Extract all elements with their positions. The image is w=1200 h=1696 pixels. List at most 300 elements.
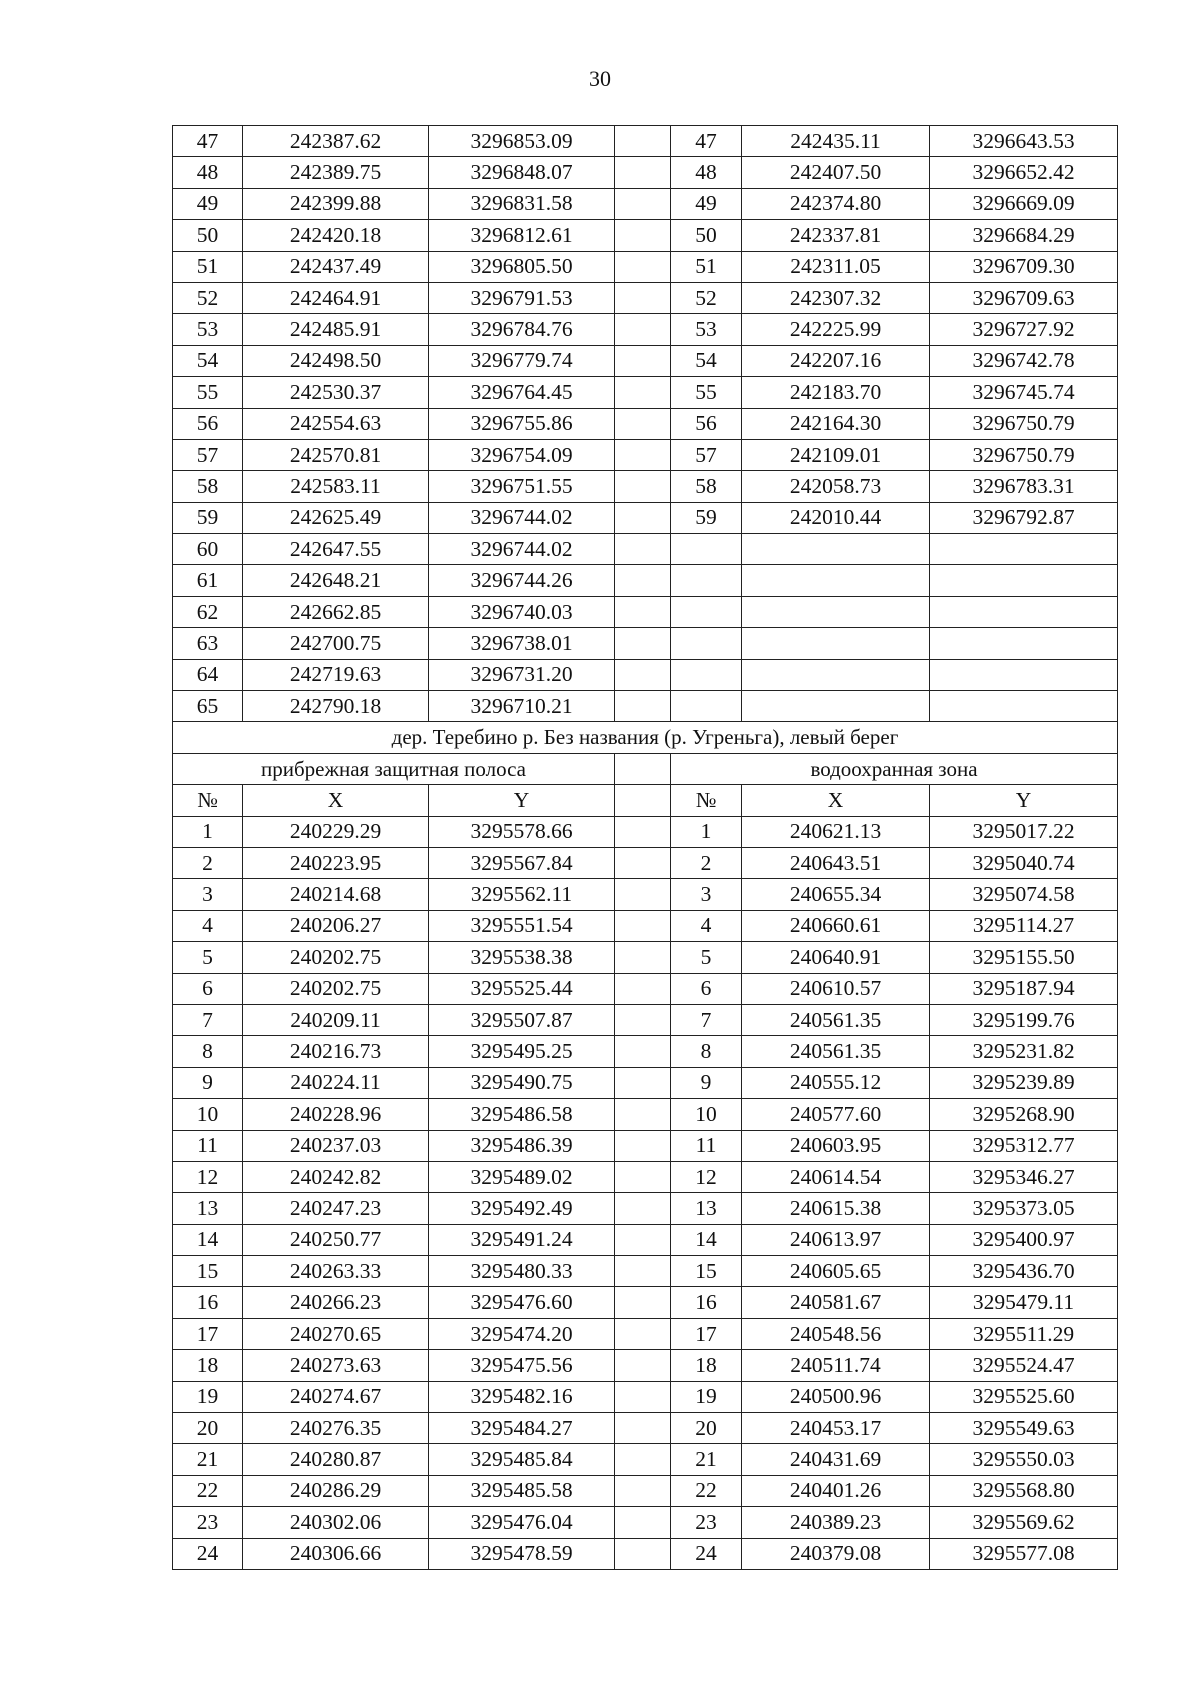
right-num-cell: 57 <box>671 439 742 470</box>
right-x-cell: 240613.97 <box>742 1224 930 1255</box>
right-num-cell: 56 <box>671 408 742 439</box>
left-x-cell: 240202.75 <box>243 973 429 1004</box>
right-x-cell: 240511.74 <box>742 1350 930 1381</box>
table-row <box>173 314 1118 345</box>
right-x-cell: 242307.32 <box>742 282 930 313</box>
left-y-cell: 3296755.86 <box>429 408 615 439</box>
right-x-cell: 242311.05 <box>742 251 930 282</box>
left-num-cell: 65 <box>173 691 243 722</box>
left-x-cell: 242420.18 <box>243 220 429 251</box>
right-num-cell: 15 <box>671 1256 742 1287</box>
gap-cell <box>615 565 671 596</box>
right-y-cell: 3296643.53 <box>930 126 1118 157</box>
left-y-cell: 3296853.09 <box>429 126 615 157</box>
left-num-cell: 63 <box>173 628 243 659</box>
left-x-cell: 240302.06 <box>243 1507 429 1538</box>
table-row <box>173 534 1118 565</box>
left-x-cell: 242437.49 <box>243 251 429 282</box>
right-x-cell: 242435.11 <box>742 126 930 157</box>
left-x-cell: 240280.87 <box>243 1444 429 1475</box>
right-num-cell: 55 <box>671 377 742 408</box>
table-row <box>173 1067 1118 1098</box>
right-y-cell: 3296783.31 <box>930 471 1118 502</box>
table-row <box>173 816 1118 847</box>
left-num-cell: 48 <box>173 157 243 188</box>
left-num-cell: 15 <box>173 1256 243 1287</box>
gap-cell <box>615 282 671 313</box>
gap-cell <box>615 471 671 502</box>
left-x-cell: 242700.75 <box>243 628 429 659</box>
right-x-cell: 240561.35 <box>742 1004 930 1035</box>
gap-cell <box>615 847 671 878</box>
left-x-cell: 240228.96 <box>243 1099 429 1130</box>
right-y-cell: 3295569.62 <box>930 1507 1118 1538</box>
right-x-cell <box>742 659 930 690</box>
gap-cell <box>615 659 671 690</box>
left-x-cell: 242485.91 <box>243 314 429 345</box>
right-y-cell: 3295268.90 <box>930 1099 1118 1130</box>
left-x-cell: 240229.29 <box>243 816 429 847</box>
left-x-cell: 240250.77 <box>243 1224 429 1255</box>
left-x-cell: 242790.18 <box>243 691 429 722</box>
right-x-cell: 242164.30 <box>742 408 930 439</box>
left-y-cell: 3295480.33 <box>429 1256 615 1287</box>
right-y-cell: 3295312.77 <box>930 1130 1118 1161</box>
left-x-cell: 242662.85 <box>243 596 429 627</box>
gap-cell <box>615 314 671 345</box>
left-x-cell: 242647.55 <box>243 534 429 565</box>
table-row <box>173 942 1118 973</box>
table-row <box>173 188 1118 219</box>
section-names-row <box>173 753 1118 784</box>
left-num-cell: 60 <box>173 534 243 565</box>
caption-row <box>173 722 1118 753</box>
right-num-cell: 7 <box>671 1004 742 1035</box>
left-x-cell: 240214.68 <box>243 879 429 910</box>
right-num-cell: 24 <box>671 1538 742 1569</box>
gap-cell <box>615 1413 671 1444</box>
gap-cell <box>615 1475 671 1506</box>
left-num-cell: 55 <box>173 377 243 408</box>
left-num-cell: 62 <box>173 596 243 627</box>
table-row <box>173 1287 1118 1318</box>
right-y-cell: 3296727.92 <box>930 314 1118 345</box>
right-y-cell: 3295074.58 <box>930 879 1118 910</box>
left-num-cell: 51 <box>173 251 243 282</box>
right-num-cell: 47 <box>671 126 742 157</box>
left-num-cell: 20 <box>173 1413 243 1444</box>
table-row <box>173 1004 1118 1035</box>
gap-cell <box>615 345 671 376</box>
left-num-cell: 21 <box>173 1444 243 1475</box>
right-x-cell: 240603.95 <box>742 1130 930 1161</box>
left-x-cell: 242498.50 <box>243 345 429 376</box>
gap-cell <box>615 1004 671 1035</box>
left-y-cell: 3296744.26 <box>429 565 615 596</box>
gap-cell <box>615 1161 671 1192</box>
coordinates-table <box>172 125 1118 1570</box>
table-row <box>173 1538 1118 1569</box>
left-x-cell: 242570.81 <box>243 439 429 470</box>
right-y-cell: 3296750.79 <box>930 439 1118 470</box>
gap-cell <box>615 1381 671 1412</box>
left-y-cell: 3295562.11 <box>429 879 615 910</box>
table-row <box>173 1318 1118 1349</box>
table-row <box>173 502 1118 533</box>
left-y-cell: 3295484.27 <box>429 1413 615 1444</box>
gap-cell <box>615 1256 671 1287</box>
right-x-cell <box>742 596 930 627</box>
right-y-cell <box>930 659 1118 690</box>
gap-cell <box>615 126 671 157</box>
left-x-cell: 240263.33 <box>243 1256 429 1287</box>
right-y-cell: 3295511.29 <box>930 1318 1118 1349</box>
left-y-cell: 3295489.02 <box>429 1161 615 1192</box>
gap-cell <box>615 628 671 659</box>
left-x-cell: 242387.62 <box>243 126 429 157</box>
table-row <box>173 1036 1118 1067</box>
right-y-cell: 3295040.74 <box>930 847 1118 878</box>
left-y-cell: 3295551.54 <box>429 910 615 941</box>
left-y-cell: 3295482.16 <box>429 1381 615 1412</box>
table-row <box>173 157 1118 188</box>
left-y-cell: 3296831.58 <box>429 188 615 219</box>
header-num-left: № <box>173 785 243 816</box>
left-y-cell: 3295495.25 <box>429 1036 615 1067</box>
gap-cell <box>615 377 671 408</box>
right-num-cell: 49 <box>671 188 742 219</box>
left-x-cell: 240274.67 <box>243 1381 429 1412</box>
right-x-cell: 240431.69 <box>742 1444 930 1475</box>
left-num-cell: 18 <box>173 1350 243 1381</box>
left-x-cell: 240276.35 <box>243 1413 429 1444</box>
right-y-cell <box>930 565 1118 596</box>
left-y-cell: 3295474.20 <box>429 1318 615 1349</box>
table-row <box>173 973 1118 1004</box>
right-y-cell: 3295373.05 <box>930 1193 1118 1224</box>
left-y-cell: 3296754.09 <box>429 439 615 470</box>
table-row <box>173 1350 1118 1381</box>
right-num-cell: 12 <box>671 1161 742 1192</box>
left-num-cell: 7 <box>173 1004 243 1035</box>
left-num-cell: 47 <box>173 126 243 157</box>
table-row <box>173 1161 1118 1192</box>
table-row <box>173 1475 1118 1506</box>
gap-cell <box>615 1350 671 1381</box>
gap-cell <box>615 973 671 1004</box>
right-x-cell <box>742 534 930 565</box>
left-x-cell: 240270.65 <box>243 1318 429 1349</box>
right-x-cell: 242207.16 <box>742 345 930 376</box>
left-num-cell: 9 <box>173 1067 243 1098</box>
left-num-cell: 49 <box>173 188 243 219</box>
table-caption: дер. Теребино р. Без названия (р. Угреньга), левый берег <box>173 722 1118 753</box>
right-x-cell: 240500.96 <box>742 1381 930 1412</box>
left-y-cell: 3295476.60 <box>429 1287 615 1318</box>
right-num-cell: 53 <box>671 314 742 345</box>
right-x-cell: 240581.67 <box>742 1287 930 1318</box>
right-num-cell: 48 <box>671 157 742 188</box>
table-row <box>173 910 1118 941</box>
left-y-cell: 3296740.03 <box>429 596 615 627</box>
right-y-cell: 3295231.82 <box>930 1036 1118 1067</box>
gap-cell <box>615 1444 671 1475</box>
left-y-cell: 3295492.49 <box>429 1193 615 1224</box>
right-x-cell: 240389.23 <box>742 1507 930 1538</box>
right-num-cell: 5 <box>671 942 742 973</box>
left-y-cell: 3295486.39 <box>429 1130 615 1161</box>
right-num-cell: 18 <box>671 1350 742 1381</box>
right-section-title: водоохранная зона <box>671 753 1118 784</box>
gap-cell <box>615 1287 671 1318</box>
table-row <box>173 1224 1118 1255</box>
left-y-cell: 3295507.87 <box>429 1004 615 1035</box>
left-y-cell: 3295491.24 <box>429 1224 615 1255</box>
right-x-cell: 242225.99 <box>742 314 930 345</box>
left-y-cell: 3296848.07 <box>429 157 615 188</box>
gap-cell <box>615 1318 671 1349</box>
left-x-cell: 242583.11 <box>243 471 429 502</box>
right-y-cell: 3296669.09 <box>930 188 1118 219</box>
right-x-cell: 240640.91 <box>742 942 930 973</box>
right-num-cell: 2 <box>671 847 742 878</box>
table-row <box>173 1413 1118 1444</box>
right-x-cell: 240610.57 <box>742 973 930 1004</box>
left-x-cell: 240224.11 <box>243 1067 429 1098</box>
left-num-cell: 56 <box>173 408 243 439</box>
right-num-cell: 54 <box>671 345 742 376</box>
left-section-title: прибрежная защитная полоса <box>173 753 615 784</box>
right-x-cell: 240548.56 <box>742 1318 930 1349</box>
left-num-cell: 3 <box>173 879 243 910</box>
right-num-cell: 59 <box>671 502 742 533</box>
right-x-cell: 242374.80 <box>742 188 930 219</box>
left-y-cell: 3296764.45 <box>429 377 615 408</box>
right-x-cell: 240605.65 <box>742 1256 930 1287</box>
gap-cell <box>615 188 671 219</box>
table-row <box>173 408 1118 439</box>
left-num-cell: 17 <box>173 1318 243 1349</box>
table-row <box>173 251 1118 282</box>
gap-cell <box>615 502 671 533</box>
left-y-cell: 3296784.76 <box>429 314 615 345</box>
gap-cell <box>615 1507 671 1538</box>
right-num-cell: 9 <box>671 1067 742 1098</box>
left-num-cell: 2 <box>173 847 243 878</box>
right-x-cell: 240453.17 <box>742 1413 930 1444</box>
right-x-cell: 240555.12 <box>742 1067 930 1098</box>
left-y-cell: 3295485.84 <box>429 1444 615 1475</box>
right-num-cell: 17 <box>671 1318 742 1349</box>
left-y-cell: 3295538.38 <box>429 942 615 973</box>
right-x-cell: 240643.51 <box>742 847 930 878</box>
right-y-cell: 3295550.03 <box>930 1444 1118 1475</box>
right-num-cell: 52 <box>671 282 742 313</box>
right-y-cell: 3295525.60 <box>930 1381 1118 1412</box>
right-x-cell: 240577.60 <box>742 1099 930 1130</box>
left-x-cell: 240216.73 <box>243 1036 429 1067</box>
right-y-cell: 3295549.63 <box>930 1413 1118 1444</box>
right-x-cell <box>742 691 930 722</box>
left-y-cell: 3295475.56 <box>429 1350 615 1381</box>
left-y-cell: 3296812.61 <box>429 220 615 251</box>
table-row <box>173 1130 1118 1161</box>
right-y-cell <box>930 691 1118 722</box>
right-x-cell: 242407.50 <box>742 157 930 188</box>
right-y-cell <box>930 534 1118 565</box>
left-num-cell: 19 <box>173 1381 243 1412</box>
left-x-cell: 242719.63 <box>243 659 429 690</box>
gap-cell <box>615 596 671 627</box>
left-x-cell: 242389.75 <box>243 157 429 188</box>
right-y-cell: 3295199.76 <box>930 1004 1118 1035</box>
left-num-cell: 13 <box>173 1193 243 1224</box>
left-x-cell: 240247.23 <box>243 1193 429 1224</box>
gap-cell <box>615 816 671 847</box>
table-row <box>173 220 1118 251</box>
header-x-right: X <box>742 785 930 816</box>
right-x-cell: 242183.70 <box>742 377 930 408</box>
right-num-cell: 21 <box>671 1444 742 1475</box>
right-y-cell: 3295524.47 <box>930 1350 1118 1381</box>
left-num-cell: 10 <box>173 1099 243 1130</box>
left-x-cell: 242530.37 <box>243 377 429 408</box>
right-x-cell: 242058.73 <box>742 471 930 502</box>
left-num-cell: 6 <box>173 973 243 1004</box>
left-num-cell: 58 <box>173 471 243 502</box>
left-num-cell: 11 <box>173 1130 243 1161</box>
gap-cell <box>615 910 671 941</box>
left-y-cell: 3296738.01 <box>429 628 615 659</box>
left-y-cell: 3296791.53 <box>429 282 615 313</box>
table-row <box>173 1381 1118 1412</box>
left-x-cell: 240286.29 <box>243 1475 429 1506</box>
right-num-cell: 6 <box>671 973 742 1004</box>
right-y-cell: 3295187.94 <box>930 973 1118 1004</box>
left-num-cell: 52 <box>173 282 243 313</box>
section-header <box>173 722 1118 816</box>
left-num-cell: 12 <box>173 1161 243 1192</box>
right-num-cell: 8 <box>671 1036 742 1067</box>
right-num-cell: 58 <box>671 471 742 502</box>
header-y-right: Y <box>930 785 1118 816</box>
table-row <box>173 565 1118 596</box>
right-num-cell: 13 <box>671 1193 742 1224</box>
right-x-cell: 242010.44 <box>742 502 930 533</box>
gap-cell <box>615 753 671 784</box>
left-num-cell: 23 <box>173 1507 243 1538</box>
left-num-cell: 1 <box>173 816 243 847</box>
left-num-cell: 57 <box>173 439 243 470</box>
right-num-cell: 1 <box>671 816 742 847</box>
right-y-cell: 3295568.80 <box>930 1475 1118 1506</box>
header-num-right: № <box>671 785 742 816</box>
left-y-cell: 3296751.55 <box>429 471 615 502</box>
gap-cell <box>615 534 671 565</box>
right-x-cell: 240621.13 <box>742 816 930 847</box>
right-num-cell <box>671 628 742 659</box>
table-row <box>173 1444 1118 1475</box>
table-row <box>173 377 1118 408</box>
right-num-cell: 11 <box>671 1130 742 1161</box>
left-x-cell: 240202.75 <box>243 942 429 973</box>
left-num-cell: 5 <box>173 942 243 973</box>
gap-cell <box>615 1067 671 1098</box>
table-row <box>173 1507 1118 1538</box>
left-num-cell: 54 <box>173 345 243 376</box>
gap-cell <box>615 1538 671 1569</box>
table-row <box>173 1099 1118 1130</box>
block2-rows <box>173 816 1118 1569</box>
left-x-cell: 240273.63 <box>243 1350 429 1381</box>
left-y-cell: 3295486.58 <box>429 1099 615 1130</box>
left-x-cell: 242554.63 <box>243 408 429 439</box>
table-row <box>173 126 1118 157</box>
gap-cell <box>615 879 671 910</box>
right-x-cell: 242109.01 <box>742 439 930 470</box>
left-num-cell: 50 <box>173 220 243 251</box>
right-y-cell: 3295239.89 <box>930 1067 1118 1098</box>
right-y-cell: 3296745.74 <box>930 377 1118 408</box>
left-num-cell: 22 <box>173 1475 243 1506</box>
right-num-cell <box>671 659 742 690</box>
left-x-cell: 240266.23 <box>243 1287 429 1318</box>
table-row <box>173 345 1118 376</box>
left-num-cell: 4 <box>173 910 243 941</box>
left-y-cell: 3295525.44 <box>429 973 615 1004</box>
left-x-cell: 240242.82 <box>243 1161 429 1192</box>
right-num-cell: 3 <box>671 879 742 910</box>
table-row <box>173 628 1118 659</box>
left-y-cell: 3296744.02 <box>429 534 615 565</box>
left-x-cell: 240223.95 <box>243 847 429 878</box>
left-num-cell: 16 <box>173 1287 243 1318</box>
column-header-row <box>173 785 1118 816</box>
table-row <box>173 1193 1118 1224</box>
left-y-cell: 3295485.58 <box>429 1475 615 1506</box>
table-row <box>173 596 1118 627</box>
right-num-cell: 22 <box>671 1475 742 1506</box>
right-y-cell <box>930 596 1118 627</box>
left-num-cell: 8 <box>173 1036 243 1067</box>
right-num-cell: 51 <box>671 251 742 282</box>
left-x-cell: 240209.11 <box>243 1004 429 1035</box>
right-y-cell: 3295114.27 <box>930 910 1118 941</box>
left-y-cell: 3296779.74 <box>429 345 615 376</box>
left-x-cell: 242625.49 <box>243 502 429 533</box>
right-x-cell: 240614.54 <box>742 1161 930 1192</box>
left-num-cell: 64 <box>173 659 243 690</box>
right-y-cell: 3295577.08 <box>930 1538 1118 1569</box>
left-x-cell: 240306.66 <box>243 1538 429 1569</box>
left-y-cell: 3295476.04 <box>429 1507 615 1538</box>
right-x-cell: 240615.38 <box>742 1193 930 1224</box>
table-row <box>173 659 1118 690</box>
right-num-cell: 19 <box>671 1381 742 1412</box>
left-num-cell: 14 <box>173 1224 243 1255</box>
left-y-cell: 3295578.66 <box>429 816 615 847</box>
left-y-cell: 3296710.21 <box>429 691 615 722</box>
right-x-cell: 240561.35 <box>742 1036 930 1067</box>
left-y-cell: 3295490.75 <box>429 1067 615 1098</box>
left-x-cell: 242648.21 <box>243 565 429 596</box>
right-y-cell: 3296792.87 <box>930 502 1118 533</box>
left-num-cell: 53 <box>173 314 243 345</box>
right-num-cell: 50 <box>671 220 742 251</box>
right-y-cell: 3295436.70 <box>930 1256 1118 1287</box>
header-y-left: Y <box>429 785 615 816</box>
gap-cell <box>615 942 671 973</box>
